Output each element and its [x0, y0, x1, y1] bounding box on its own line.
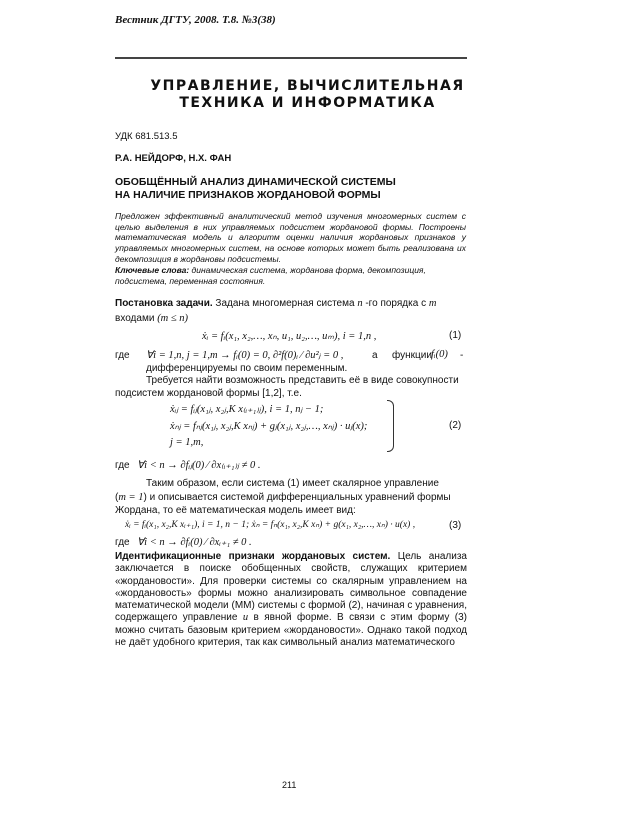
journal-header: Вестник ДГТУ, 2008. Т.8. №3(38) [115, 14, 276, 26]
equation-2-row-3: j = 1,m, [170, 437, 204, 448]
p4-paragraph [115, 551, 467, 649]
p1-text-a: Задана многомерная система [212, 298, 358, 309]
where-3-condition: ∀i < n → ∂fᵢ(0) ⁄ ∂xᵢ₊₁ ≠ 0 . [137, 537, 252, 548]
equation-2-row-1: ẋᵢⱼ = fᵢⱼ(x₁ⱼ, x₂ⱼ,K x₍ᵢ₊₁₎ⱼ), i = 1, nⱼ − 1; [170, 404, 324, 415]
keywords [115, 265, 466, 286]
where-1-condition: ∀i = 1,n, j = 1,m → fᵢ(0) = 0, ∂²f(0)ᵢ ⁄ ∂u²ⱼ = 0 , [146, 350, 344, 361]
where-1-functions: функции [392, 350, 432, 361]
equation-1: ẋᵢ = fᵢ(x₁, x₂,…, xₙ, u₁, u₂,…, uₘ), i = 1,n , [202, 331, 377, 342]
udk-code: УДК 681.513.5 [115, 131, 178, 142]
equation-3: ẋᵢ = fᵢ(x₁, x₂,K xᵢ₊₁), i = 1, n − 1; ẋₙ = fₙ(x₁, x₂,K xₙ) + g(x₁, x₂,…, xₙ) · u(x) , [125, 520, 416, 530]
p3-text: ) и описывается системой дифференциальных уравнений формы [143, 492, 451, 503]
where-1-fi: fᵢ(0) [431, 349, 448, 360]
paper-title-line-1: ОБОБЩЁННЫЙ АНАЛИЗ ДИНАМИЧЕСКОЙ СИСТЕМЫ [115, 176, 396, 188]
authors: Р.А. НЕЙДОРФ, Н.Х. ФАН [115, 153, 232, 164]
section-title-line-2: ТЕХНИКА И ИНФОРМАТИКА [179, 95, 436, 111]
where-2-label: где [115, 460, 130, 471]
p1-condition: (m ≤ n) [157, 313, 189, 324]
where-1-and: а [372, 350, 378, 361]
abstract: Предложен эффективный аналитический метод изучения многомерных систем с целью выделения в них управляемых подсистем жордановой формы. Построены математическая модель и алгоритм оценки наличия жордановых признаков у управляемых многомерных систем, на основе которых может быть реализована их декомпозиция в жордановы подсистемы. [115, 211, 466, 264]
where-2-condition: ∀i < n → ∂fᵢⱼ(0) ⁄ ∂x₍ᵢ₊₁₎ⱼ ≠ 0 . [137, 460, 261, 471]
equation-3-number: (3) [449, 520, 462, 531]
equation-2-number: (2) [449, 420, 462, 431]
keywords-text: динамическая система, жорданова форма, декомпозиция, подсистема, переменная состояния. [115, 265, 426, 286]
equation-2-row-2: ẋₙⱼ = fₙⱼ(x₁ⱼ, x₂ⱼ,K xₙⱼ) + gⱼ(x₁ⱼ, x₂ⱼ,…, xₙⱼ) · uⱼ(x); [170, 421, 368, 432]
p4-text-b: в явной форме. В связи с этим форму (3) можно считать базовым критерием «жордановости». Однако такой подход не даёт удобного критерия, так как символьный анализ математического [115, 612, 467, 649]
p3-line-1: Таким образом, если система (1) имеет скалярное управление [146, 478, 439, 489]
p1-line-1 [115, 298, 436, 309]
equation-1-number: (1) [449, 330, 462, 341]
p1-n: n [357, 298, 363, 309]
p1-m: m [428, 298, 437, 309]
keywords-label: Ключевые слова: [115, 265, 190, 275]
where-1-label: где [115, 350, 130, 361]
p3-line-3: Жордана, то её математическая модель имеет вид: [115, 505, 356, 516]
p4-lead: Идентификационные признаки жордановых систем. [115, 551, 391, 562]
paper-title-line-2: НА НАЛИЧИЕ ПРИЗНАКОВ ЖОРДАНОВОЙ ФОРМЫ [115, 189, 381, 201]
where-1-dash: - [460, 350, 464, 361]
p4-u: u [242, 612, 249, 624]
p1-lead: Постановка задачи. [115, 298, 213, 309]
p3-m-equals-1: m = 1 [118, 492, 144, 503]
where-3-label: где [115, 537, 130, 548]
p4-text-a: Цель анализа заключается в поиске обобщенных свойств, служащих критерием «жордановости». Для проверки системы со скалярным управлением на «жордановость» формы можно анализировать символьное совпадение математической модели (ММ) системы с формой (2), начиная с уравнения, содержащего управление [115, 551, 467, 624]
where-1-continuation: дифференцируемы по своим переменным. [146, 363, 348, 374]
paper-title [115, 176, 396, 202]
header-rule [115, 57, 467, 59]
equation-2-brace [387, 400, 394, 452]
p2-line-1: Требуется найти возможность представить её в виде совокупности [146, 375, 459, 386]
p2-line-2: подсистем жордановой формы [1,2], т.е. [115, 388, 302, 399]
page-number: 211 [282, 780, 297, 790]
section-title [115, 78, 500, 112]
section-title-line-1: УПРАВЛЕНИЕ, ВЫЧИСЛИТЕЛЬНАЯ [150, 78, 465, 94]
p1-text-b: -го порядка с [362, 298, 429, 309]
p3-line-2 [115, 492, 451, 503]
p1-line-2 [115, 313, 188, 324]
p3-paren: ( [115, 492, 119, 503]
p1-text-c: входами [115, 313, 158, 324]
